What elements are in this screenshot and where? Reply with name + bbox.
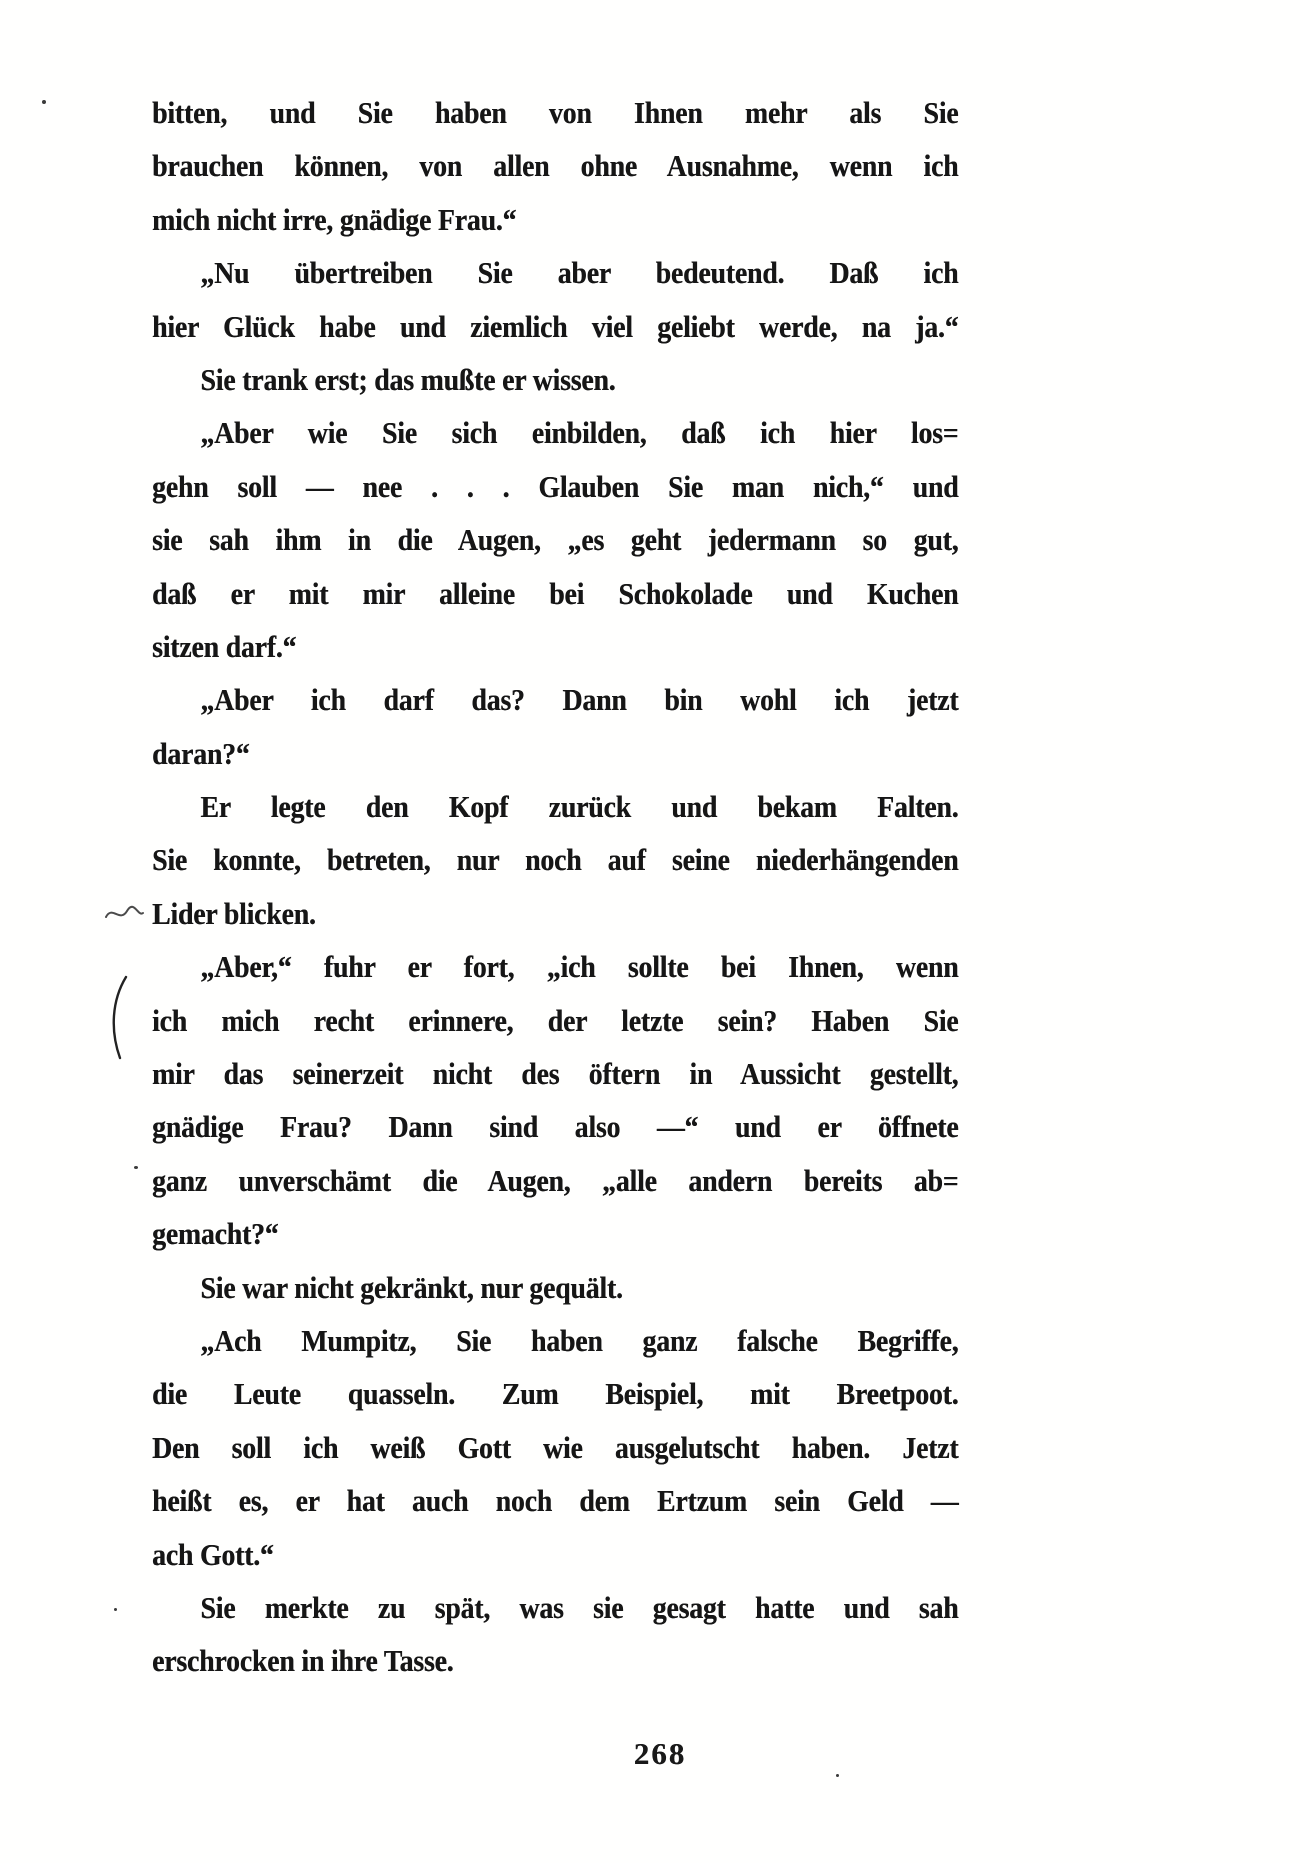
text-line: Den soll ich weiß Gott wie ausgelutscht haben. Jetzt <box>152 1429 959 1465</box>
ink-speck <box>836 1774 839 1777</box>
text-line: gehn soll — nee . . . Glauben Sie man nich,“ und <box>152 468 959 504</box>
text-line: „Nu übertreiben Sie aber bedeutend. Daß ich <box>200 255 959 291</box>
squiggle-mark <box>106 907 143 917</box>
text-line: daran?“ <box>152 735 250 771</box>
text-line: hier Glück habe und ziemlich viel geliebt werde, na ja.“ <box>152 308 959 344</box>
text-line: bitten, und Sie haben von Ihnen mehr als Sie <box>152 95 959 130</box>
text-line: gnädige Frau? Dann sind also —“ und er öffnete <box>152 1109 959 1145</box>
text-block <box>152 86 958 1688</box>
text-line: „Aber ich darf das? Dann bin wohl ich jetzt <box>200 682 959 718</box>
ink-speck <box>134 1166 138 1169</box>
text-line: mir das seinerzeit nicht des öftern in Aussicht gestellt, <box>152 1056 959 1092</box>
curve-mark <box>114 977 126 1058</box>
text-line: ach Gott.“ <box>152 1536 274 1572</box>
text-line: ganz unverschämt die Augen, „alle andern bereits ab= <box>152 1162 959 1198</box>
text-line: Er legte den Kopf zurück und bekam Falten. <box>200 789 959 825</box>
ink-speck <box>42 100 46 104</box>
page-number: 268 <box>633 1736 687 1771</box>
text-line: Sie konnte, betreten, nur noch auf seine niederhängenden <box>152 842 959 878</box>
text-line: sitzen darf.“ <box>152 628 297 664</box>
text-line: erschrocken in ihre Tasse. <box>152 1643 454 1679</box>
text-line: daß er mit mir alleine bei Schokolade und Kuchen <box>152 575 959 611</box>
text-line: heißt es, er hat auch noch dem Ertzum sein Geld — <box>152 1483 959 1519</box>
ink-speck <box>114 1608 117 1611</box>
text-line: Sie trank erst; das mußte er wissen. <box>200 361 616 397</box>
text-line: Sie war nicht gekränkt, nur gequält. <box>200 1269 623 1305</box>
margin-pen-marks <box>100 895 150 1075</box>
text-line: „Aber,“ fuhr er fort, „ich sollte bei Ihnen, wenn <box>200 949 959 985</box>
text-line: Sie merkte zu spät, was sie gesagt hatte und sah <box>200 1589 959 1625</box>
text-line: die Leute quasseln. Zum Beispiel, mit Breetpoot. <box>152 1376 959 1412</box>
text-line: „Aber wie Sie sich einbilden, daß ich hier los= <box>200 415 959 451</box>
text-line: „Ach Mumpitz, Sie haben ganz falsche Begriffe, <box>200 1322 959 1358</box>
text-line: gemacht?“ <box>152 1216 279 1252</box>
text-line: sie sah ihm in die Augen, „es geht jedermann so gut, <box>152 522 959 558</box>
text-line: brauchen können, von allen ohne Ausnahme, wenn ich <box>152 148 959 184</box>
text-line: ich mich recht erinnere, der letzte sein? Haben Sie <box>152 1002 959 1038</box>
text-line: Lider blicken. <box>152 895 316 931</box>
text-line: mich nicht irre, gnädige Frau.“ <box>152 201 517 237</box>
